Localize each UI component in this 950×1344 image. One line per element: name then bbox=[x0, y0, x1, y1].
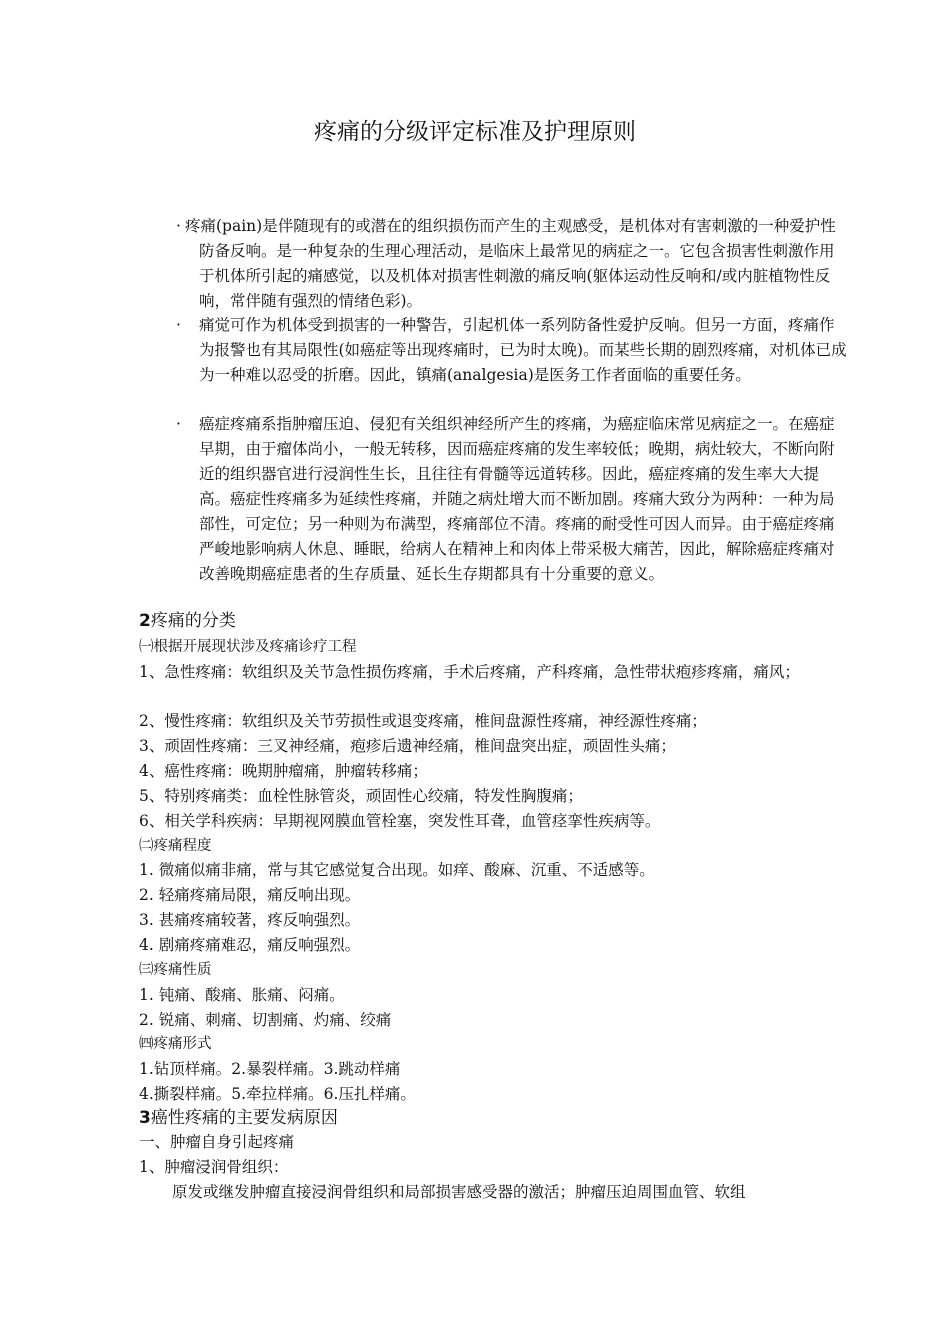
bullet-text: 痛觉可作为机体受到损害的一种警告，引起机体一系列防备性爱护反响。但另一方面，疼痛作为报警也有其局限性(如癌症等出现疼痛时，已为时太晚)。而某些长期的剧烈疼痛，对机体已成为一种难以忍受的折磨。因此，镇痛(analgesia)是医务工作者面临的重要任务。 bbox=[199, 316, 847, 384]
list-item: 2、慢性疼痛：软组织及关节劳损性或退变疼痛，椎间盘源性疼痛，神经源性疼痛； bbox=[139, 712, 707, 730]
section-number: 3 bbox=[139, 1108, 151, 1128]
list-item: 1.钻顶样痛。2.暴裂样痛。3.跳动样痛 bbox=[139, 1060, 401, 1078]
intro-bullet bbox=[172, 214, 849, 314]
list-item: 1. 微痛似痛非痛，常与其它感觉复合出现。如痒、酸麻、沉重、不适感等。 bbox=[139, 861, 655, 879]
subsection-title: 一、肿瘤自身引起疼痛 bbox=[139, 1133, 295, 1151]
list-item: 2. 锐痛、刺痛、切割痛、灼痛、绞痛 bbox=[139, 1011, 392, 1029]
section-heading bbox=[139, 1106, 829, 1131]
page-title: 疼痛的分级评定标准及护理原则 bbox=[314, 119, 636, 145]
bullet-mark: · bbox=[176, 217, 181, 235]
list-item: 2. 轻痛疼痛局限，痛反响出现。 bbox=[139, 886, 361, 904]
bullet-text: 疼痛(pain)是伴随现有的或潜在的组织损伤而产生的主观感受，是机体对有害刺激的一种爱护性防备反响。是一种复杂的生理心理活动，是临床上最常见的病症之一。它包含损害性刺激作用于机体所引起的痛感觉，以及机体对损害性刺激的痛反响(躯体运动性反响和/或内脏植物性反响，常伴随有强烈的情绪色彩)。 bbox=[185, 217, 836, 310]
list-item: 1、急性疼痛：软组织及关节急性损伤疼痛，手术后疼痛，产科疼痛，急性带状疱疹疼痛，痛风； bbox=[139, 663, 800, 681]
section-number: 2 bbox=[139, 611, 151, 631]
list-item: 3. 甚痛疼痛较著，疼反响强烈。 bbox=[139, 911, 361, 929]
list-item: 4.撕裂样痛。5.牵拉样痛。6.压扎样痛。 bbox=[139, 1085, 416, 1103]
subsection-title: ㈣疼痛形式 bbox=[139, 1036, 212, 1052]
list-item: 6、相关学科疾病：早期视网膜血管栓塞，突发性耳聋，血管痉挛性疾病等。 bbox=[139, 812, 661, 830]
bullet-mark: · bbox=[176, 415, 181, 433]
subsection-title: ㈢疼痛性质 bbox=[139, 962, 212, 978]
intro-bullet bbox=[172, 412, 849, 587]
list-item: 4、癌性疼痛：晚期肿瘤痛，肿瘤转移痛； bbox=[139, 762, 428, 780]
list-item: 1. 钝痛、酸痛、胀痛、闷痛。 bbox=[139, 986, 345, 1004]
list-item: 3、顽固性疼痛：三叉神经痛，疱疹后遗神经痛，椎间盘突出症，顽固性头痛； bbox=[139, 737, 676, 755]
section-title: 疼痛的分类 bbox=[150, 611, 236, 631]
bullet-mark: · bbox=[176, 316, 181, 334]
section-heading bbox=[139, 609, 829, 634]
list-item: 4. 剧痛疼痛难忍，痛反响强烈。 bbox=[139, 936, 361, 954]
intro-bullet bbox=[172, 313, 849, 388]
paragraph: 原发或继发肿瘤直接浸润骨组织和局部损害感受器的激活；肿瘤压迫周围血管、软组 bbox=[172, 1183, 746, 1201]
subsection-title: ㈠根据开展现状涉及疼痛诊疗工程 bbox=[139, 639, 357, 655]
section-title: 癌性疼痛的主要发病原因 bbox=[150, 1108, 338, 1128]
subsection-title: ㈡疼痛程度 bbox=[139, 838, 212, 854]
list-item: 1、肿瘤浸润骨组织： bbox=[139, 1158, 289, 1176]
bullet-text: 癌症疼痛系指肿瘤压迫、侵犯有关组织神经所产生的疼痛，为癌症临床常见病症之一。在癌症早期，由于瘤体尚小，一般无转移，因而癌症疼痛的发生率较低；晚期，病灶较大，不断向附近的组织器官进行浸润性生长，且往往有骨髓等远道转移。因此，癌症疼痛的发生率大大提高。癌症性疼痛多为延续性疼痛，并随之病灶增大而不断加剧。疼痛大致分为两种：一种为局部性，可定位；另一种则为布满型，疼痛部位不清。疼痛的耐受性可因人而异。由于癌症疼痛严峻地影响病人休息、睡眠，给病人在精神上和肉体上带采极大痛苦，因此，解除癌症疼痛对改善晚期癌症患者的生存质量、延长生存期都具有十分重要的意义。 bbox=[199, 415, 835, 583]
list-item: 5、特别疼痛类：血栓性脉管炎，顽固性心绞痛，特发性胸腹痛； bbox=[139, 787, 583, 805]
